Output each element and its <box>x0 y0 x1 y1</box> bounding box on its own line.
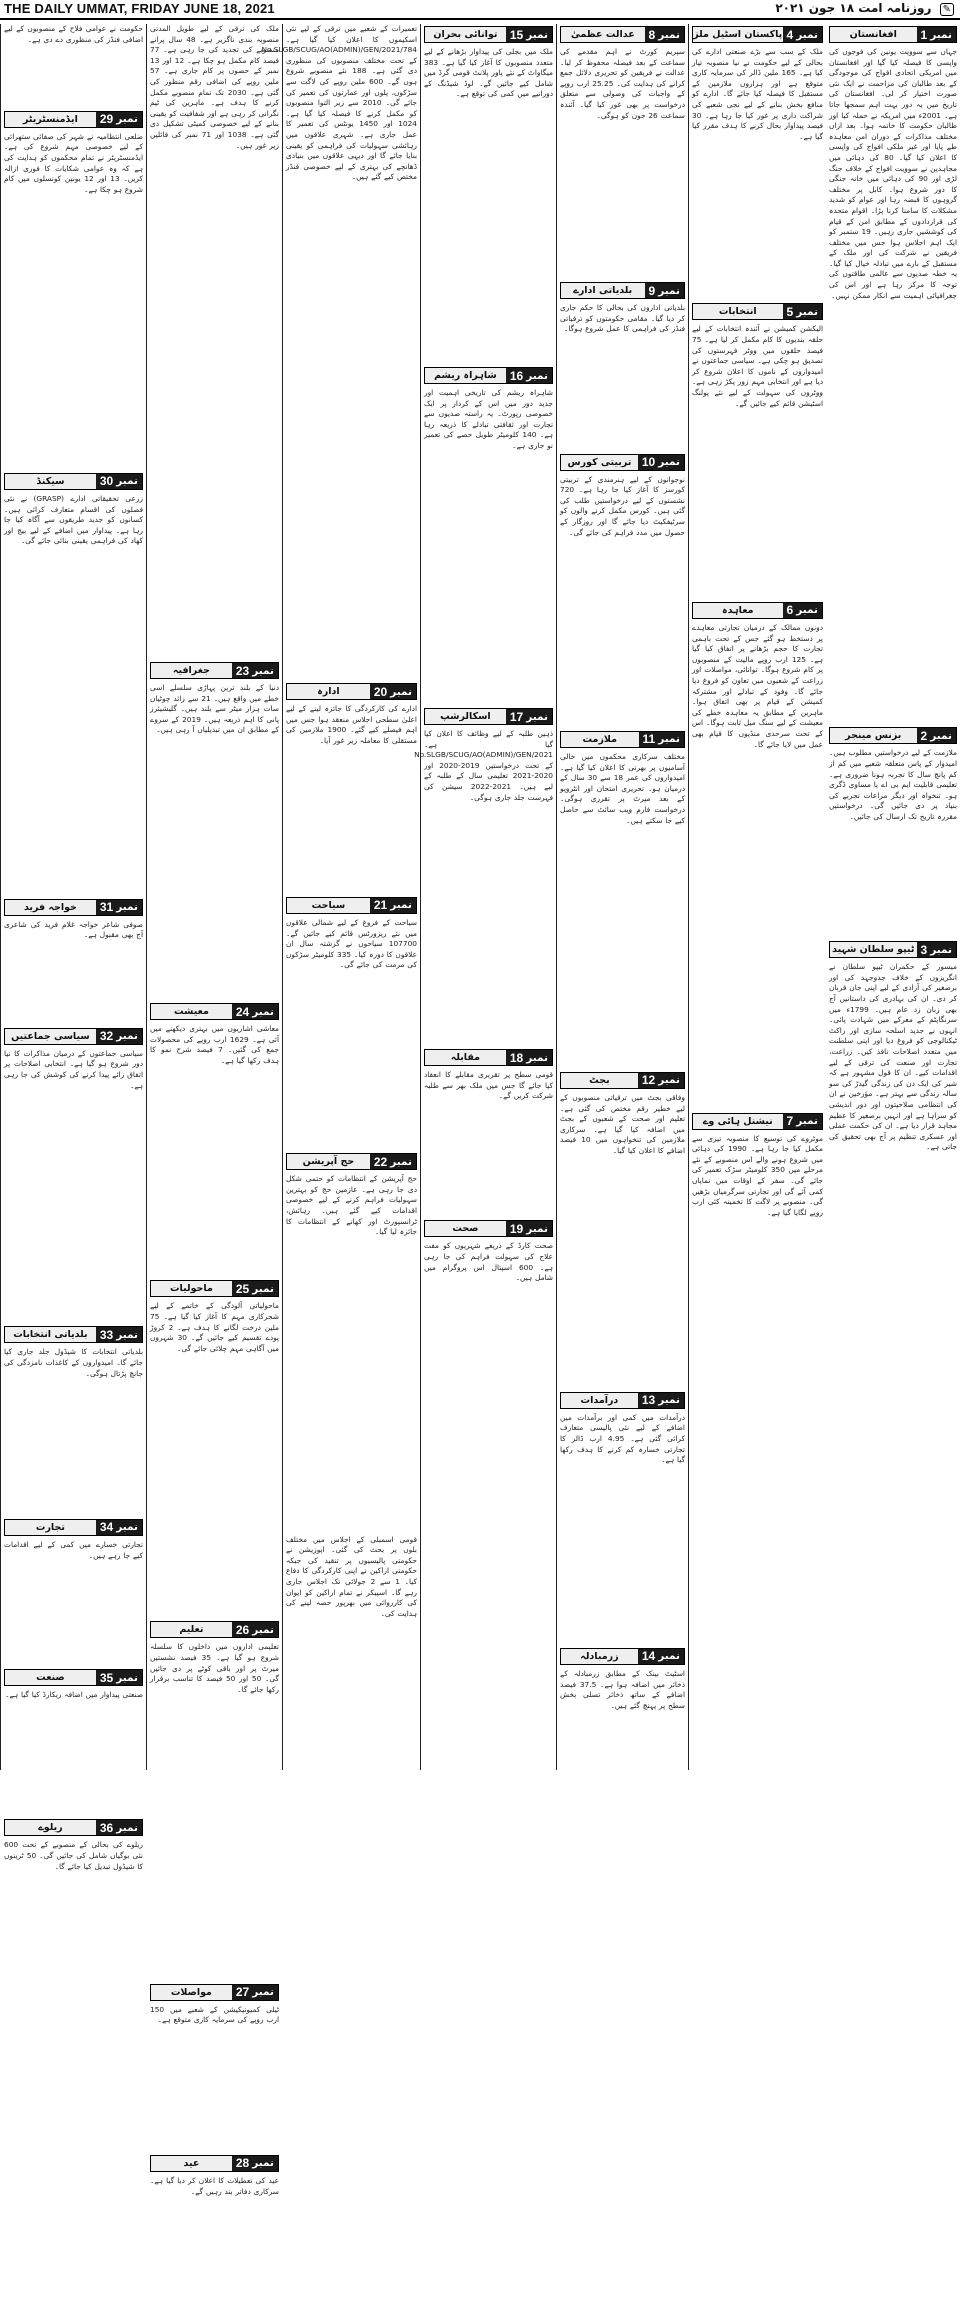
puzzle-body-text: صنعتی پیداوار میں اضافہ ریکارڈ کیا گیا ہے۔ <box>5 1690 143 1700</box>
puzzle-header <box>560 1072 685 1089</box>
puzzle-body-text: شاہراہ ریشم کی تاریخی اہمیت اور جدید دور میں اس کے کردار پر ایک خصوصی رپورٹ۔ یہ راستہ صدیوں سے تجارت اور ثقافتی تبادلے کا ذریعہ رہا ہے۔ 140 کلومیٹر طویل حصے کی تعمیر نو جاری ہے۔ <box>424 388 554 450</box>
puzzle-header <box>829 941 957 958</box>
puzzle-number: 18 <box>509 1050 524 1065</box>
puzzle-header <box>150 1621 279 1638</box>
puzzle-title: سیاسی جماعتیں <box>5 1029 96 1044</box>
puzzle-body-text: وفاقی بجٹ میں ترقیاتی منصوبوں کے لیے خطیر رقم مختص کی گئی ہے۔ تعلیم اور صحت کے شعبوں کے بجٹ میں اضافہ کیا گیا ہے۔ سرکاری ملازمین کی تنخواہوں میں 10 فیصد اضافے کا اعلان کیا گیا۔ <box>560 1092 685 1155</box>
puzzle-title: تعلیم <box>151 1622 232 1637</box>
puzzle-number-prefix: نمبر <box>252 2157 274 2170</box>
puzzle-number-badge <box>506 1221 552 1236</box>
puzzle-header <box>829 727 957 744</box>
puzzle-number-prefix: نمبر <box>116 1030 138 1043</box>
puzzle-number-prefix: نمبر <box>116 475 138 488</box>
puzzle-title: ریلوے <box>5 1820 96 1835</box>
puzzle-number-prefix: نمبر <box>116 1521 138 1534</box>
puzzle-number-prefix: نمبر <box>930 729 952 742</box>
puzzle-title: حج آپریشن <box>287 1154 370 1169</box>
puzzle-number: 6 <box>786 603 794 618</box>
puzzle-header <box>424 367 553 384</box>
puzzle-title: پاکستان اسٹیل ملز <box>693 29 783 40</box>
puzzle-title: بجٹ <box>561 1073 638 1088</box>
puzzle-header <box>4 1519 143 1536</box>
puzzle-header <box>4 111 143 128</box>
puzzle-number-badge <box>645 27 685 42</box>
puzzle-number-badge <box>638 1073 684 1088</box>
puzzle-body-text: دنیا کے بلند ترین پہاڑی سلسلے اسی خطے میں واقع ہیں۔ 21 سے زائد چوٹیاں سات ہزار میٹر سے بلند ہیں۔ گلیشیئرز پانی کا اہم ذریعہ ہیں۔ 2019 کے سروے کے مطابق ان میں تبدیلیاں آ رہی ہیں۔ <box>150 683 280 735</box>
puzzle-body-text: حج آپریشن کے انتظامات کو حتمی شکل دی جا رہی ہے۔ عازمین حج کو بہترین سہولیات فراہم کرنے کے لیے خصوصی اقدامات کیے گئے ہیں۔ رہائش، ٹرانسپورٹ اور کھانے کے انتظامات کا جائزہ لیا گیا۔ <box>286 1174 417 1237</box>
puzzle-number: 4 <box>786 27 794 42</box>
puzzle-panel <box>150 1280 279 1619</box>
puzzle-panel <box>560 1392 685 1646</box>
puzzle-panel <box>424 367 553 706</box>
puzzle-number-badge <box>370 1154 416 1169</box>
puzzle-body-text: درآمدات میں کمی اور برآمدات میں اضافے کے لیے نئی پالیسی متعارف کرائی گئی ہے۔ 4.95 ارب ڈالر کا تجارتی خسارہ کم کرنے کا ہدف رکھا گیا ہے۔ <box>560 1412 685 1465</box>
puzzle-number: 7 <box>786 1114 794 1129</box>
puzzle-body-text: ٹیلی کمیونیکیشن کے شعبے میں 150 ارب روپے کی سرمایہ کاری متوقع ہے۔ <box>150 2004 279 2025</box>
puzzle-panel <box>4 899 143 1026</box>
puzzle-number-badge <box>232 1004 278 1019</box>
urdu-masthead-title: روزنامہ امت ۱۸ جون ۲۰۲۱ <box>775 1 932 15</box>
puzzle-number: 9 <box>648 283 656 298</box>
puzzle-number: 12 <box>641 1073 656 1088</box>
puzzle-header <box>4 1669 143 1686</box>
puzzle-body-text: ریلوے کی بحالی کے منصوبے کے تحت 600 نئی بوگیاں شامل کی جائیں گی۔ 50 ٹرینوں کا شیڈول تبدیل کیا جائے گا۔ <box>4 1840 143 1871</box>
puzzle-number-badge <box>96 1670 142 1685</box>
puzzle-number-badge <box>370 898 416 913</box>
puzzle-title: مقابلہ <box>425 1050 506 1065</box>
puzzle-body-text: سپریم کورٹ نے اہم مقدمے کی سماعت کے بعد فیصلہ محفوظ کر لیا۔ عدالت نے فریقین کو تحریری دلائل جمع کرانے کی ہدایت کی۔ 25.25 ارب روپے کے واجبات کی وصولی سے متعلق درخواست پر بھی غور کیا گیا۔ آئندہ سماعت 26 جون کو ہوگی۔ <box>560 47 685 120</box>
puzzle-number: 35 <box>99 1670 114 1685</box>
puzzle-number-badge <box>96 1029 142 1044</box>
puzzle-panel <box>829 941 957 1598</box>
puzzle-panel <box>560 731 685 1070</box>
puzzle-number-badge <box>783 603 823 618</box>
column-5 <box>261 24 420 1770</box>
puzzle-number-badge <box>96 1327 142 1342</box>
puzzle-number: 21 <box>373 898 388 913</box>
puzzle-header <box>424 1220 553 1237</box>
puzzle-number-prefix: نمبر <box>526 369 548 382</box>
puzzle-number-prefix: نمبر <box>796 1115 818 1128</box>
puzzle-number-badge <box>917 728 957 743</box>
puzzle-title: ماحولیات <box>151 1281 232 1296</box>
puzzle-title: ایڈمنسٹریٹر <box>5 112 96 127</box>
puzzle-number-prefix: نمبر <box>796 28 818 41</box>
puzzle-header <box>692 26 823 43</box>
puzzle-number: 23 <box>235 663 250 678</box>
puzzle-panel <box>150 1003 279 1278</box>
puzzle-body-text: صحت کارڈ کے ذریعے شہریوں کو مفت علاج کی سہولت فراہم کی جا رہی ہے۔ 600 اسپتال اس پروگرام میں شامل ہیں۔ <box>424 1241 554 1283</box>
puzzle-number: 36 <box>99 1820 114 1835</box>
puzzle-number-badge <box>638 1393 684 1408</box>
puzzle-header <box>424 708 553 725</box>
puzzle-body-text: قومی اسمبلی کے اجلاس میں مختلف بلوں پر بحث کی گئی۔ اپوزیشن نے حکومتی پالیسیوں پر تنقید کی جبکہ حکومتی اراکین نے اپنی کارکردگی کا دفاع کیا۔ 1 سے 2 جولائی تک اجلاس جاری رہے گا۔ اسپیکر نے تمام اراکین کو ایوان کی کارروائی میں بھرپور حصہ لینے کی ہدایت کی۔ <box>286 1534 417 1618</box>
puzzle-header <box>286 683 417 700</box>
column-7 <box>0 24 146 1871</box>
puzzle-body-text: دونوں ممالک کے درمیان تجارتی معاہدے پر دستخط ہو گئے جس کے تحت باہمی تجارت کا حجم بڑھانے پر اتفاق کیا گیا ہے۔ 125 ارب روپے مالیت کے منصوبوں پر کام شروع ہوگا۔ توانائی، مواصلات اور زراعت کے شعبوں میں تعاون کو فروغ دیا جائے گا۔ وفود کے تبادلے اور مشترکہ کمیشن کے قیام پر بھی اتفاق ہوا۔ ماہرین کے مطابق یہ معاہدہ خطے کی معیشت کے لیے سنگ میل ثابت ہوگا۔ اس کے تحت سرحدی منڈیوں کا قیام بھی عمل میں لایا جائے گا۔ <box>692 622 824 749</box>
puzzle-panel <box>4 1028 143 1325</box>
puzzle-number: 5 <box>786 304 794 319</box>
puzzle-number-badge <box>638 1649 684 1664</box>
puzzle-title: تجارت <box>5 1520 96 1535</box>
puzzle-header <box>150 2155 279 2172</box>
puzzle-title: جغرافیہ <box>151 663 232 678</box>
puzzle-number: 34 <box>99 1520 114 1535</box>
puzzle-body-text: ملک کی ترقی کے لیے طویل المدتی منصوبہ بندی ناگزیر ہے۔ 48 سال پرانے منصوبے کی تجدید کی جا رہی ہے۔ 77 فیصد کام مکمل ہو چکا ہے۔ 12 اور 13 نمبر کے حصوں پر کام جاری ہے۔ 57 ملین روپے کی اضافی رقم منظور کی گئی ہے۔ 2030 تک تمام منصوبے مکمل کرنے کا ہدف ہے۔ ماہرین کی ٹیم نگرانی کر رہی ہے اور شفافیت کو یقینی بنانے کے لیے خصوصی کمیٹی تشکیل دی گئی ہے۔ 1038 اور 71 نمبر کی فائلیں زیر غور ہیں۔ <box>150 24 280 150</box>
puzzle-body-text: موٹروے کی توسیع کا منصوبہ تیزی سے مکمل کیا جا رہا ہے۔ 1990 کی دہائی میں شروع ہونے والے اس منصوبے کے نئے مرحلے میں 350 کلومیٹر سڑک تعمیر کی جائے گی۔ سفر کے اوقات میں نمایاں کمی آئے گی اور تجارتی سرگرمیاں بڑھیں گی۔ منصوبے پر لاگت کا تخمینہ کئی ارب روپے لگایا گیا ہے۔ <box>692 1133 824 1217</box>
puzzle-number-prefix: نمبر <box>658 284 680 297</box>
puzzle-title: افغانستان <box>830 27 917 42</box>
puzzle-panel <box>286 1153 417 1534</box>
puzzle-number: 15 <box>509 27 524 42</box>
puzzle-panel <box>4 473 143 897</box>
puzzle-header <box>4 1028 143 1045</box>
puzzle-number-badge <box>783 304 823 319</box>
column-6 <box>146 24 282 2196</box>
puzzle-number-badge <box>232 1622 278 1637</box>
puzzle-title: صحت <box>425 1221 506 1236</box>
puzzle-body-text: سیاحت کے فروغ کے لیے شمالی علاقوں میں نئے ریزورٹس قائم کیے جائیں گے۔ 107700 سیاحوں نے گزشتہ سال ان علاقوں کا دورہ کیا۔ 335 کلومیٹر سڑکوں کی مرمت کی جائے گی۔ <box>286 917 418 970</box>
puzzle-title: مواصلات <box>151 1985 232 2000</box>
puzzle-header <box>150 1280 279 1297</box>
puzzle-body-text: قومی سطح پر تقریری مقابلے کا انعقاد کیا جائے گا جس میں ملک بھر سے طلبہ شرکت کریں گے۔ <box>424 1070 553 1101</box>
puzzle-number-prefix: نمبر <box>252 1986 274 1999</box>
puzzle-number-prefix: نمبر <box>526 1051 548 1064</box>
ummat-logo-icon: ✎ <box>940 3 954 16</box>
puzzle-number-badge <box>96 1520 142 1535</box>
puzzle-number-badge <box>232 2156 278 2171</box>
puzzle-number: 24 <box>235 1004 250 1019</box>
masthead <box>0 0 960 20</box>
puzzle-panel <box>4 111 143 471</box>
puzzle-body-text: تعمیرات کے شعبے میں ترقی کے لیے نئی اسکیموں کا اعلان کیا گیا ہے۔ No.SLGB/SCUG/AO(ADMIN)/GEN/2021/784 کے تحت مختلف منصوبوں کی منظوری دی گئی ہے۔ 188 نئے منصوبے شروع ہوں گے۔ 600 ملین روپے کی لاگت سے سڑکوں، پلوں اور عمارتوں کی تعمیر کی جائے گی۔ 2010 سے زیر التوا منصوبوں کو مکمل کرنے کا فیصلہ کیا گیا ہے۔ 1024 اور 1450 یونٹس کی تعمیر کا عمل جاری ہے۔ شہری علاقوں میں رہائشی سہولیات کی فراہمی کو یقینی بنایا جائے گا اور دیہی علاقوں میں بنیادی ڈھانچے کی بہتری کے لیے خصوصی فنڈز مختص کیے گئے ہیں۔ <box>261 24 418 182</box>
puzzle-header <box>4 473 143 490</box>
puzzle-panel <box>414 708 554 1047</box>
puzzle-number-prefix: نمبر <box>252 1623 274 1636</box>
puzzle-title: معاہدہ <box>693 603 783 618</box>
puzzle-header <box>560 731 685 748</box>
puzzle-number-badge <box>506 27 552 42</box>
puzzle-title: نیشنل ہائی وے <box>693 1114 783 1129</box>
puzzle-title: عید <box>151 2156 232 2171</box>
puzzle-header <box>150 662 279 679</box>
puzzle-panel <box>150 1621 279 1981</box>
puzzle-body-text: نوجوانوں کے لیے ہنرمندی کے تربیتی کورسز کا آغاز کیا جا رہا ہے۔ 720 نشستوں کے لیے درخواستیں طلب کی گئی ہیں۔ کورس مکمل کرنے والوں کو سرٹیفکیٹ دیا جائے گا اور روزگار کے حصول میں مدد فراہم کی جائے گی۔ <box>560 474 685 537</box>
puzzle-panel <box>286 1535 417 1938</box>
puzzle-panel <box>692 1113 823 1558</box>
puzzle-panel <box>692 26 823 301</box>
puzzle-number: 10 <box>641 455 656 470</box>
puzzle-number-badge <box>638 455 684 470</box>
puzzle-title: بزنس مینجر <box>830 728 917 743</box>
puzzle-number-prefix: نمبر <box>252 664 274 677</box>
puzzle-header <box>424 26 553 43</box>
puzzle-title: درآمدات <box>561 1393 638 1408</box>
puzzle-panel <box>560 1072 685 1390</box>
puzzle-number: 25 <box>235 1281 250 1296</box>
puzzle-panel <box>560 454 685 729</box>
puzzle-number-badge <box>96 474 142 489</box>
puzzle-title: انتخابات <box>693 304 783 319</box>
puzzle-panel <box>150 662 279 1001</box>
puzzle-number-prefix: نمبر <box>116 1821 138 1834</box>
puzzle-number: 31 <box>99 900 114 915</box>
puzzle-body-text: ادارے کی کارکردگی کا جائزہ لینے کے لیے اعلیٰ سطحی اجلاس منعقد ہوا جس میں اہم فیصلے کیے گئے۔ 1900 ملازمین کی مستقلی کا معاملہ زیر غور آیا۔ <box>286 704 417 745</box>
urdu-masthead <box>775 1 954 16</box>
puzzle-panel <box>560 1648 685 1860</box>
puzzle-header <box>286 1153 417 1170</box>
puzzle-number-badge <box>506 709 552 724</box>
puzzle-header <box>4 1326 143 1343</box>
puzzle-number: 22 <box>373 1154 388 1169</box>
puzzle-title: معیشت <box>151 1004 232 1019</box>
puzzle-header <box>692 602 823 619</box>
puzzle-body-text: ماحولیاتی آلودگی کے خاتمے کے لیے شجرکاری مہم کا آغاز کیا گیا ہے۔ 75 ملین درخت لگانے کا ہدف ہے۔ 2 کروڑ پودے تقسیم کیے جائیں گے۔ 30 شہروں میں آگاہی مہم چلائی جائے گی۔ <box>150 1301 279 1353</box>
puzzle-panel <box>4 24 143 109</box>
puzzle-number-prefix: نمبر <box>116 1328 138 1341</box>
puzzle-number-badge <box>232 1281 278 1296</box>
puzzle-number-prefix: نمبر <box>658 733 680 746</box>
puzzle-number-badge <box>917 942 957 957</box>
puzzle-number-badge <box>232 663 278 678</box>
puzzle-number-badge <box>370 684 416 699</box>
puzzle-body-text: مختلف سرکاری محکموں میں خالی آسامیوں پر بھرتی کا اعلان کیا گیا ہے۔ امیدواروں کی عمر 18 سے 30 سال کے درمیان ہو۔ تحریری امتحان اور انٹرویو کے بعد میرٹ پر تقرری ہوگی۔ درخواست فارم ویب سائٹ سے حاصل کیے جا سکتے ہیں۔ <box>560 751 685 825</box>
puzzle-header <box>560 1392 685 1409</box>
puzzle-title: سیکنڈ <box>5 474 96 489</box>
column-3 <box>556 24 688 1770</box>
puzzle-panel <box>829 26 957 725</box>
puzzle-header <box>560 26 685 43</box>
puzzle-number-prefix: نمبر <box>658 28 680 41</box>
puzzle-body-text: زرعی تحقیقاتی ادارے (GRASP) نے نئی فصلوں کی اقسام متعارف کرائی ہیں۔ کسانوں کو جدید طریقوں سے آگاہ کیا جا رہا ہے۔ پیداوار میں اضافے کے لیے بیج اور کھاد کی فراہمی یقینی بنائی جائے گی۔ <box>4 493 143 546</box>
puzzle-body-text: تعلیمی اداروں میں داخلوں کا سلسلہ شروع ہو گیا ہے۔ 35 فیصد نشستیں میرٹ پر اور باقی کوٹے پر دی جائیں گی۔ 50 اور 50 فیصد کا تناسب برقرار رکھا جائے گا۔ <box>150 1642 280 1694</box>
puzzle-body-text: ملک کے سب سے بڑے صنعتی ادارے کی بحالی کے لیے حکومت نے نیا منصوبہ تیار کیا ہے۔ 165 ملین ڈالر کی سرمایہ کاری متوقع ہے اور ہزاروں ملازمین کے مستقبل کا فیصلہ کیا جائے گا۔ ادارے کو منافع بخش بنانے کے لیے نجی شعبے کی شراکت داری پر غور کیا جا رہا ہے۔ 30 فیصد پیداوار بحال کرنے کا ہدف مقرر کیا گیا ہے۔ <box>692 47 823 141</box>
puzzle-body-text: بلدیاتی انتخابات کا شیڈول جلد جاری کیا جائے گا۔ امیدواروں کے کاغذات نامزدگی کی جانچ پڑتال ہوگی۔ <box>4 1347 143 1378</box>
puzzle-header <box>150 1984 279 2001</box>
puzzle-number-prefix: نمبر <box>658 456 680 469</box>
puzzle-number-prefix: نمبر <box>390 1155 412 1168</box>
puzzle-number: 17 <box>509 709 524 724</box>
puzzle-panel <box>692 602 823 1111</box>
puzzle-title: تربیتی کورس <box>561 455 638 470</box>
puzzle-panel <box>424 1220 553 1411</box>
puzzle-number-prefix: نمبر <box>526 710 548 723</box>
puzzle-title: بلدیاتی انتخابات <box>5 1327 96 1342</box>
puzzle-number: 16 <box>509 368 524 383</box>
puzzle-body-text: تجارتی خسارے میں کمی کے لیے اقدامات کیے جا رہے ہیں۔ <box>4 1539 143 1560</box>
puzzle-number: 33 <box>99 1327 114 1342</box>
puzzle-number-prefix: نمبر <box>930 943 952 956</box>
puzzle-number: 8 <box>648 27 656 42</box>
puzzle-number-prefix: نمبر <box>390 685 412 698</box>
puzzle-number: 13 <box>641 1393 656 1408</box>
puzzle-panel <box>150 1984 279 2153</box>
puzzle-panel <box>4 1326 143 1517</box>
puzzle-number-badge <box>232 1985 278 2000</box>
puzzle-number-badge <box>96 900 142 915</box>
puzzle-number-badge <box>96 1820 142 1835</box>
column-4 <box>414 24 556 1770</box>
puzzle-number-prefix: نمبر <box>252 1282 274 1295</box>
puzzle-number-prefix: نمبر <box>116 901 138 914</box>
puzzle-title: ادارہ <box>287 684 370 699</box>
puzzle-panel <box>4 1519 143 1667</box>
puzzle-header <box>4 899 143 916</box>
puzzle-number-prefix: نمبر <box>390 899 412 912</box>
puzzle-body-text: حکومت نے عوامی فلاح کے منصوبوں کے لیے اضافی فنڈز کی منظوری دے دی ہے۔ <box>4 24 143 44</box>
puzzle-header <box>560 454 685 471</box>
puzzle-number: 32 <box>99 1029 114 1044</box>
puzzle-number: 3 <box>920 942 928 957</box>
puzzle-number-prefix: نمبر <box>796 305 818 318</box>
puzzle-number-badge <box>96 112 142 127</box>
puzzle-header <box>4 1819 143 1836</box>
puzzle-header <box>560 282 685 299</box>
puzzle-number: 19 <box>509 1221 524 1236</box>
puzzle-title: خواجہ فرید <box>5 900 96 915</box>
puzzle-number-badge <box>645 283 685 298</box>
puzzle-number-prefix: نمبر <box>526 1222 548 1235</box>
puzzle-body-text: الیکشن کمیشن نے آئندہ انتخابات کے لیے حلقہ بندیوں کا کام مکمل کر لیا ہے۔ 75 فیصد حلقوں میں ووٹر فہرستوں کی تصدیق ہو چکی ہے۔ سیاسی جماعتوں نے امیدواروں کے ناموں کا اعلان شروع کر دیا ہے اور انتخابی مہم زور پکڑ رہی ہے۔ ووٹروں کی سہولت کے لیے نئے پولنگ اسٹیشن قائم کیے جائیں گے۔ <box>691 324 823 408</box>
puzzle-panel <box>692 303 823 600</box>
puzzle-body-text: صوفی شاعر خواجہ غلام فرید کی شاعری آج بھی مقبول ہے۔ <box>4 919 143 940</box>
puzzle-number: 1 <box>920 27 928 42</box>
puzzle-number: 14 <box>641 1649 656 1664</box>
puzzle-number-prefix: نمبر <box>930 28 952 41</box>
puzzle-number-prefix: نمبر <box>658 1650 680 1663</box>
puzzle-number-prefix: نمبر <box>526 28 548 41</box>
puzzle-title: عدالت عظمیٰ <box>561 27 645 42</box>
puzzle-body-text: جہاں سے سوویت یونین کی فوجوں کی واپسی کا فیصلہ کیا گیا اور افغانستان میں امریکی اتحادی افواج کی موجودگی کے بعد طالبان کی مزاحمت نے ایک نئی صورت اختیار کر لی۔ افغانستان کی تاریخ میں یہ دور بہت اہم سمجھا جاتا ہے۔ 2001ء میں امریکہ نے حملہ کیا اور طالبان حکومت کا خاتمہ ہوا۔ بعد ازاں مختلف مذاکرات کے دوران امن معاہدہ طے پایا اور غیر ملکی افواج کی واپسی کا اعلان کیا گیا۔ 80 کی دہائی میں مجاہدین نے سوویت افواج کے خلاف جنگ لڑی اور 90 کی دہائی میں خانہ جنگی کا دور شروع ہوا۔ کابل پر مختلف گروہوں کا قبضہ رہا اور عوام کو شدید مشکلات کا سامنا کرنا پڑا۔ اقوام متحدہ کی قراردادوں کے مطابق امن کے قیام کی کوششیں جاری رہیں۔ 19 ستمبر کو ایک اہم اجلاس ہوا جس میں مختلف فریقین نے شرکت کی اور ملک کے مستقبل کے بارے میں تبادلہ خیال کیا گیا۔ یہ خطہ صدیوں سے عالمی طاقتوں کی توجہ کا مرکز رہا ہے اور اس کی جغرافیائی اہمیت سے انکار ممکن نہیں۔ <box>829 47 957 300</box>
puzzle-panel <box>424 1049 553 1218</box>
puzzle-number: 28 <box>235 2156 250 2171</box>
puzzle-panel <box>150 2155 279 2303</box>
puzzle-number: 11 <box>642 732 656 747</box>
puzzle-body-text: ذہین طلبہ کے لیے وظائف کا اعلان کیا گیا ہے۔ No.SLGB/SCUG/AO(ADMIN)/GEN/2021 کے تحت درخواستیں 2019-2020 اور 2020-2021 تعلیمی سال کے طلبہ کے لیے ہیں۔ 2021-2022 سیشن کی فہرست جلد جاری ہوگی۔ <box>414 729 554 802</box>
puzzle-body-text: عید کی تعطیلات کا اعلان کر دیا گیا ہے۔ سرکاری دفاتر بند رہیں گے۔ <box>150 2175 279 2196</box>
puzzle-body-text: معاشی اشاریوں میں بہتری دیکھنے میں آئی ہے۔ 1629 ارب روپے کی محصولات جمع کی گئیں۔ 7 فیصد شرح نمو کا ہدف رکھا گیا ہے۔ <box>150 1024 279 1065</box>
puzzle-number-badge <box>783 27 823 42</box>
english-masthead-title: THE DAILY UMMAT, FRIDAY JUNE 18, 2021 <box>4 1 275 16</box>
puzzle-body-text: ملازمت کے لیے درخواستیں مطلوب ہیں۔ امیدوار کے پاس متعلقہ شعبے میں کم از کم پانچ سال کا تجربہ ہونا ضروری ہے۔ تعلیمی قابلیت ایم بی اے یا مساوی ڈگری ہو۔ تنخواہ اور دیگر مراعات تجربے کی بنیاد پر دی جائیں گی۔ درخواستیں مقررہ تاریخ تک ارسال کی جائیں۔ <box>829 748 957 821</box>
puzzle-panel <box>424 26 553 365</box>
puzzle-number-badge <box>639 732 685 747</box>
puzzle-title: زرمبادلہ <box>561 1649 638 1664</box>
puzzle-header <box>150 1003 279 1020</box>
puzzle-panel <box>560 26 685 280</box>
puzzle-body-text: بلدیاتی اداروں کی بحالی کا حکم جاری کر دیا گیا۔ مقامی حکومتوں کو ترقیاتی فنڈز کی فراہمی کا عمل شروع ہوگا۔ <box>560 303 685 334</box>
puzzle-title: بلدیاتی ادارے <box>561 283 645 298</box>
puzzle-panel <box>286 683 417 895</box>
puzzle-number: 20 <box>373 684 388 699</box>
puzzle-number-badge <box>783 1114 823 1129</box>
puzzle-panel <box>4 1819 143 2052</box>
column-1 <box>826 24 960 1770</box>
puzzle-title: سیاحت <box>287 898 370 913</box>
puzzle-number: 30 <box>99 474 114 489</box>
puzzle-number: 27 <box>235 1985 250 2000</box>
puzzle-body-text: سیاسی جماعتوں کے درمیان مذاکرات کا نیا دور شروع ہو گیا ہے۔ انتخابی اصلاحات پر اتفاق رائے پیدا کرنے کی کوشش کی جا رہی ہے۔ <box>4 1048 143 1090</box>
puzzle-number: 29 <box>99 112 114 127</box>
puzzle-header <box>692 303 823 320</box>
puzzle-title: ملازمت <box>561 732 639 747</box>
puzzle-number-badge <box>506 368 552 383</box>
puzzle-number-prefix: نمبر <box>658 1074 680 1087</box>
puzzle-number-badge <box>917 27 957 42</box>
puzzle-number-prefix: نمبر <box>252 1005 274 1018</box>
puzzle-panel <box>4 1669 143 1817</box>
puzzle-number-prefix: نمبر <box>116 1671 138 1684</box>
puzzle-title: صنعت <box>5 1670 96 1685</box>
puzzle-header <box>286 897 417 914</box>
puzzle-body-text: ضلعی انتظامیہ نے شہر کی صفائی ستھرائی کے لیے خصوصی مہم شروع کی ہے۔ ایڈمنسٹریٹر نے تمام محکموں کو ہدایت کی ہے کہ وہ عوامی شکایات کا فوری ازالہ کریں۔ 13 اور 12 یونین کونسلوں میں کام شروع ہو چکا ہے۔ <box>4 131 143 194</box>
puzzle-title: شاہراہ ریشم <box>425 368 506 383</box>
puzzle-body-text: میسور کے حکمران ٹیپو سلطان نے انگریزوں کے خلاف جدوجہد کی اور برصغیر کی آزادی کے لیے اپنی جان قربان کر دی۔ ان کی بہادری کی داستانیں آج بھی زبان زد عام ہیں۔ 1799ء میں سرنگاپٹم کے معرکے میں شہادت پائی۔ انہوں نے جدید اسلحہ سازی اور راکٹ ٹیکنالوجی کو فروغ دیا اور اپنی سلطنت میں متعدد اصلاحات نافذ کیں۔ زراعت، تجارت اور صنعت کی ترقی کے لیے اقدامات کیے۔ ان کا قول مشہور ہے کہ شیر کی ایک دن کی زندگی گیدڑ کی سو سالہ زندگی سے بہتر ہے۔ مؤرخین نے ان کی انتظامی صلاحیتوں اور دور اندیشی کو سراہا ہے اور انہیں برصغیر کا عظیم مجاہد قرار دیا ہے۔ ان کی حکمت عملی اور عسکری تنظیم پر آج بھی تحقیق کی جاتی ہے۔ <box>828 962 957 1152</box>
puzzle-title: توانائی بحران <box>425 27 506 42</box>
puzzle-number-prefix: نمبر <box>658 1394 680 1407</box>
puzzle-panel <box>560 282 685 451</box>
puzzle-number-prefix: نمبر <box>796 604 818 617</box>
puzzle-panel <box>286 897 417 1151</box>
column-2 <box>688 24 826 1770</box>
puzzle-header <box>829 26 957 43</box>
puzzle-panel <box>829 727 957 939</box>
puzzle-header <box>424 1049 553 1066</box>
puzzle-number-badge <box>506 1050 552 1065</box>
puzzle-title: اسکالرشپ <box>425 709 506 724</box>
puzzle-body-text: ملک میں بجلی کی پیداوار بڑھانے کے لیے متعدد منصوبوں کا آغاز کیا گیا ہے۔ 383 میگاواٹ کے نئے پاور پلانٹ قومی گرڈ میں شامل کیے جائیں گے۔ لوڈ شیڈنگ کے دورانیے میں کمی کی توقع ہے۔ <box>424 47 553 99</box>
puzzle-header <box>692 1113 823 1130</box>
puzzle-title: ٹیپو سلطان شہید <box>830 942 917 957</box>
puzzle-body-text: اسٹیٹ بینک کے مطابق زرمبادلہ کے ذخائر میں اضافہ ہوا ہے۔ 37.5 فیصد اضافے کے ساتھ ذخائر تسلی بخش سطح پر پہنچ گئے ہیں۔ <box>560 1668 685 1710</box>
puzzle-header <box>560 1648 685 1665</box>
puzzle-number: 2 <box>920 728 928 743</box>
puzzle-panel <box>150 24 279 660</box>
puzzle-number-prefix: نمبر <box>116 113 138 126</box>
puzzle-number: 26 <box>235 1622 250 1637</box>
